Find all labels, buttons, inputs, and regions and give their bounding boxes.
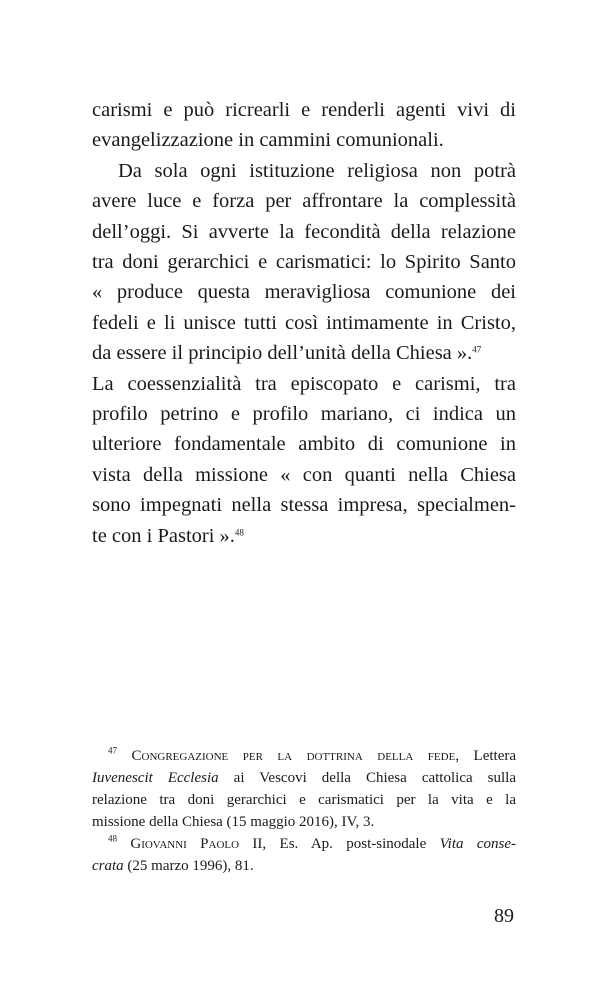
text-line-content: te con i Pastori ». <box>92 524 235 547</box>
footnote-text: (25 marzo 1996), 81. <box>123 858 254 874</box>
footnote-author: Giovanni Paolo <box>130 836 240 852</box>
text-line: La coessenzialità tra episcopato e carismi, tra <box>92 372 516 395</box>
footnote-title: Vita conse- <box>439 836 516 852</box>
footnote-47 <box>92 745 516 767</box>
footnote-text: , Lettera <box>455 748 517 764</box>
main-text <box>92 95 516 551</box>
footnotes <box>92 745 516 877</box>
text-line-content: da essere il principio dell’unità della Chiesa ». <box>92 342 473 365</box>
footnote-text: ai Vescovi della Chiesa cattolica sulla <box>218 770 516 786</box>
footnote-title: crata <box>92 858 124 874</box>
text-line: tra doni gerarchici e carismatici: lo Spirito Santo <box>92 251 516 274</box>
text-line: avere luce e forza per affrontare la complessità <box>92 190 516 213</box>
footnote-author: Congregazione per la dottrina della fede <box>131 748 456 764</box>
text-line <box>92 521 516 551</box>
text-line: profilo petrino e profilo mariano, ci indica un <box>92 403 516 426</box>
footnote-line <box>92 855 516 877</box>
page-number: 89 <box>494 905 514 927</box>
footnote-ref-48[interactable]: 48 <box>234 527 244 538</box>
text-line: sono impegnati nella stessa impresa, specialmen- <box>92 494 516 517</box>
footnote-text: II, Es. Ap. post-sinodale <box>239 836 440 852</box>
text-line: fedeli e li unisce tutti così intimamente in Cristo, <box>92 311 516 334</box>
footnote-line: missione della Chiesa (15 maggio 2016), IV, 3. <box>92 814 375 830</box>
footnote-line: relazione tra doni gerarchici e carismatici per la vita e la <box>92 792 516 808</box>
footnote-number: 47 <box>108 745 117 756</box>
footnote-line <box>92 767 516 789</box>
footnote-48 <box>92 833 516 855</box>
footnote-number: 48 <box>108 833 117 844</box>
text-line: ulteriore fondamentale ambito di comunione in <box>92 433 516 456</box>
text-line: vista della missione « con quanti nella Chiesa <box>92 463 516 486</box>
text-line: evangelizzazione in cammini comunionali. <box>92 129 444 152</box>
text-line <box>92 338 516 368</box>
text-line: « produce questa meravigliosa comunione dei <box>92 281 516 304</box>
footnote-ref-47[interactable]: 47 <box>472 344 482 355</box>
text-line: Da sola ogni istituzione religiosa non potrà <box>118 159 516 182</box>
text-line: carismi e può ricrearli e renderli agenti vivi di <box>92 99 516 121</box>
text-line: dell’oggi. Si avverte la fecondità della relazione <box>92 220 516 243</box>
footnote-title: Iuvenescit Ecclesia <box>92 770 219 786</box>
